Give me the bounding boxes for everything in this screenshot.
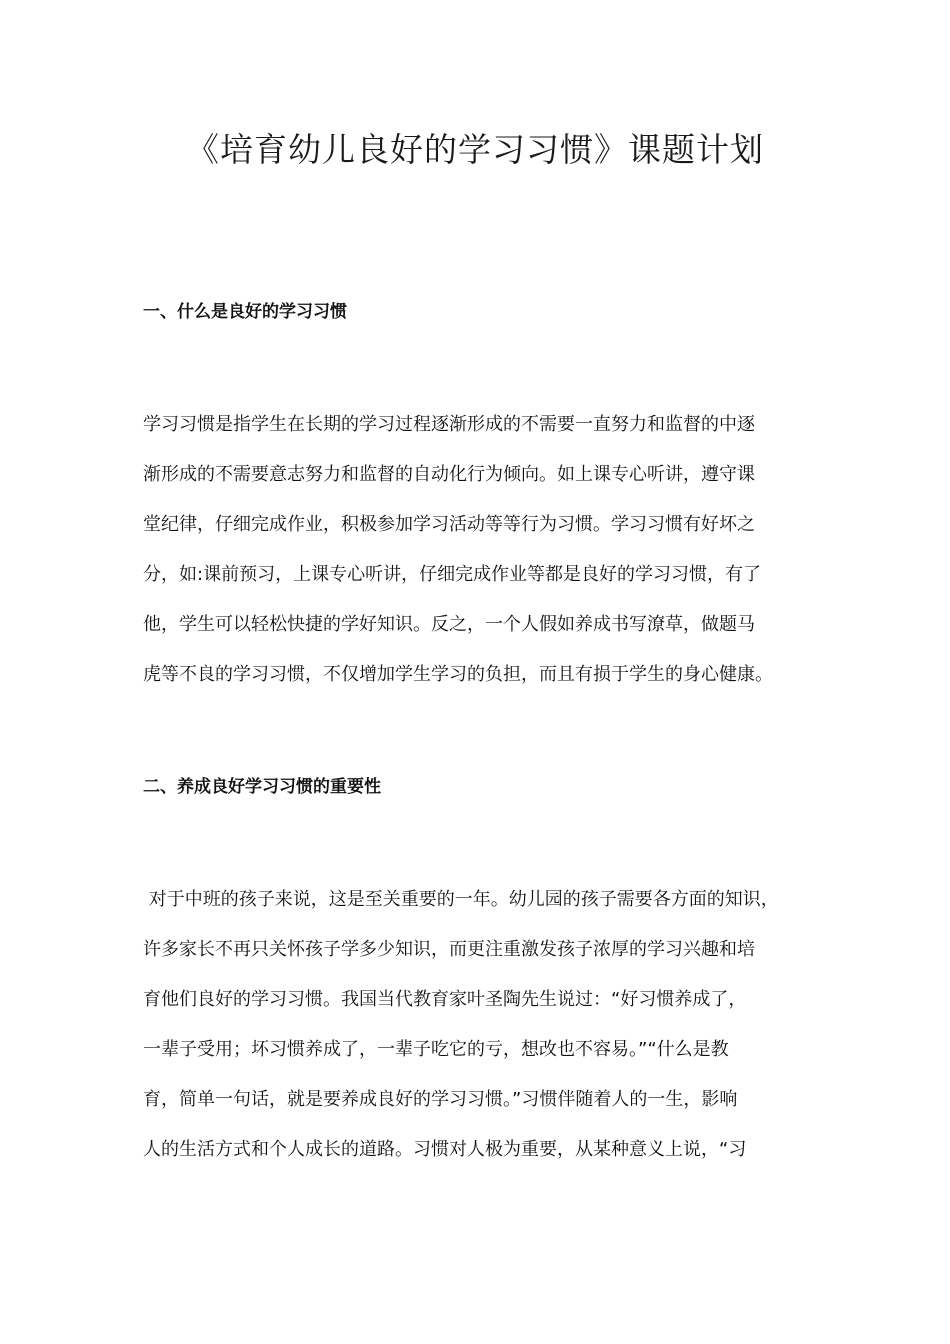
paragraph-line: 许多家长不再只关怀孩子学多少知识，而更注重激发孩子浓厚的学习兴趣和培 — [143, 939, 755, 960]
section-2-heading: 二、养成良好学习习惯的重要性 — [143, 777, 381, 797]
paragraph-line: 育他们良好的学习习惯。我国当代教育家叶圣陶先生说过：“好习惯养成了， — [143, 989, 747, 1010]
paragraph-line: 育，简单一句话，就是要养成良好的学习习惯。”习惯伴随着人的一生，影响 — [143, 1089, 738, 1110]
paragraph-line: 堂纪律，仔细完成作业，积极参加学习活动等等行为习惯。学习习惯有好坏之 — [143, 514, 755, 535]
paragraph-line: 学习习惯是指学生在长期的学习过程逐渐形成的不需要一直努力和监督的中逐 — [143, 414, 755, 435]
paragraph-line: 一辈子受用；坏习惯养成了，一辈子吃它的亏，想改也不容易。”“什么是教 — [143, 1039, 729, 1060]
section-1-paragraph — [143, 400, 813, 700]
document-title: 《培育幼儿良好的学习习惯》课题计划 — [186, 130, 764, 169]
paragraph-line: 分，如:课前预习，上课专心听讲，仔细完成作业等都是良好的学习习惯，有了 — [143, 564, 762, 585]
section-1-heading: 一、什么是良好的学习习惯 — [143, 302, 347, 322]
paragraph-line: 人的生活方式和个人成长的道路。习惯对人极为重要，从某种意义上说，“习 — [143, 1139, 747, 1160]
paragraph-line: 虎等不良的学习习惯，不仅增加学生学习的负担，而且有损于学生的身心健康。 — [143, 664, 773, 685]
section-2-paragraph — [143, 875, 813, 1175]
paragraph-line: 他，学生可以轻松快捷的学好知识。反之，一个人假如养成书写潦草，做题马 — [143, 614, 755, 635]
paragraph-line: 渐形成的不需要意志努力和监督的自动化行为倾向。如上课专心听讲，遵守课 — [143, 464, 755, 485]
paragraph-line: 对于中班的孩子来说，这是至关重要的一年。幼儿园的孩子需要各方面的知识， — [143, 889, 779, 910]
